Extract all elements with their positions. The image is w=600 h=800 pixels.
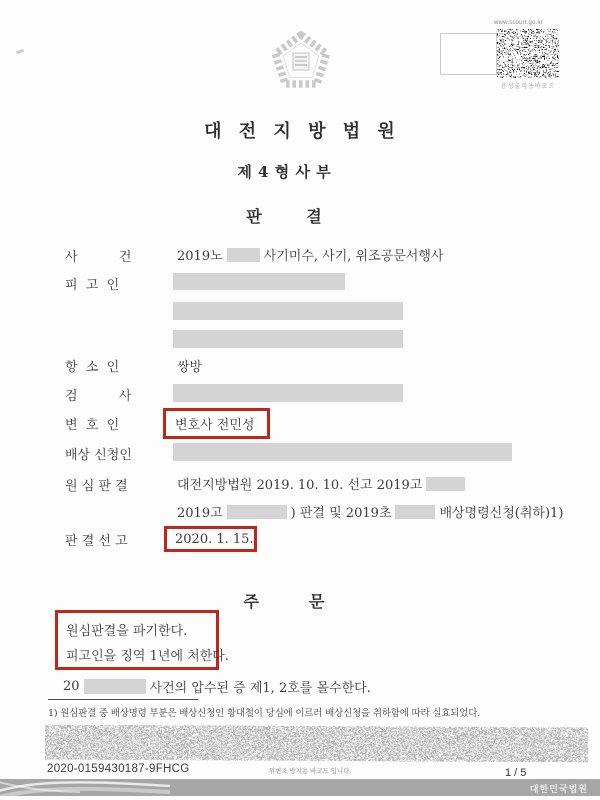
case-ref-3: 배상명령신청(취하)1) bbox=[439, 506, 564, 521]
defendant-label: 피 고 인 bbox=[65, 278, 120, 293]
counsel-label: 변 호 인 bbox=[65, 418, 120, 433]
forfeiture-line bbox=[63, 677, 371, 696]
redaction-box bbox=[173, 384, 403, 402]
counsel-value: 변호사 전민성 bbox=[175, 418, 255, 433]
forfeiture-prefix: 20 bbox=[63, 679, 80, 694]
sentencing-date-label: 판 결 선 고 bbox=[65, 534, 128, 549]
barcode-caption: 위변조 방지용 바코드 입니다. bbox=[268, 768, 352, 775]
redaction-box bbox=[173, 273, 345, 290]
redaction-box bbox=[173, 443, 512, 461]
redaction-box bbox=[227, 505, 287, 519]
case-ref-2: ) 판결 및 2019초 bbox=[290, 506, 392, 521]
appellant-label: 항 소 인 bbox=[65, 360, 120, 375]
redaction-box bbox=[227, 248, 260, 262]
sentencing-date-highlight-box bbox=[164, 526, 257, 552]
original-judgment-line2 bbox=[177, 502, 563, 521]
division-title: 제 4 형 사 부 bbox=[237, 163, 331, 181]
case-value-row bbox=[177, 245, 443, 264]
order-line-1: 원심판결을 파기한다. bbox=[66, 624, 188, 639]
scan-artifact bbox=[16, 49, 25, 54]
court-brand-label: 대한민국법원 bbox=[529, 784, 588, 794]
document-type-title: 판 결 bbox=[246, 207, 322, 226]
original-judgment-label: 원 심 판 결 bbox=[65, 479, 128, 494]
original-judgment-text: 대전지방법원 2019. 10. 10. 선고 2019고 bbox=[177, 478, 423, 493]
case-label: 사 건 bbox=[65, 250, 132, 265]
order-line-2: 피고인을 징역 1년에 처한다. bbox=[66, 649, 229, 664]
footer-band bbox=[0, 779, 600, 796]
case-charges: 사기미수, 사기, 위조공문서행사 bbox=[263, 249, 444, 264]
claimant-label: 배상 신청인 bbox=[65, 448, 132, 463]
qr-caption: 음성출력용바코드 bbox=[500, 84, 556, 90]
forfeiture-text: 사건의 압수된 증 제1, 2호를 몰수한다. bbox=[149, 681, 371, 696]
order-highlight-box bbox=[55, 610, 229, 670]
court-seal-icon bbox=[270, 31, 332, 91]
stamp-blank-box bbox=[440, 33, 497, 75]
original-judgment-line1 bbox=[177, 474, 465, 493]
redaction-box bbox=[173, 330, 403, 348]
court-website-url: www.scourt.go.kr bbox=[494, 20, 543, 26]
footnote-text: 1) 원심판결 중 배상명령 부분은 배상신청인 황대철이 당심에 이르러 배상신청을 취하함에 따라 실효되었다. bbox=[48, 708, 481, 719]
court-name-title: 대 전 지 방 법 원 bbox=[204, 121, 396, 142]
page-number: 1 / 5 bbox=[505, 767, 527, 779]
case-number-prefix: 2019노 bbox=[177, 249, 223, 264]
counsel-highlight-box bbox=[163, 408, 270, 439]
case-ref-1: 2019고 bbox=[177, 506, 223, 521]
anti-forgery-barcode bbox=[45, 725, 588, 763]
redaction-box bbox=[395, 505, 435, 519]
footnote-separator bbox=[48, 699, 198, 700]
swoosh-graphic-icon bbox=[0, 779, 170, 796]
redaction-box bbox=[426, 477, 465, 491]
prosecutor-label: 검 사 bbox=[65, 389, 132, 404]
redaction-box bbox=[173, 302, 403, 320]
sentencing-date-value: 2020. 1. 15. bbox=[175, 531, 254, 547]
appellant-value: 쌍방 bbox=[177, 360, 203, 375]
order-heading: 주 문 bbox=[243, 592, 325, 611]
document-code: 2020-0159430187-9FHCG bbox=[47, 763, 190, 775]
redaction-box bbox=[84, 679, 146, 694]
qr-code bbox=[497, 29, 559, 78]
